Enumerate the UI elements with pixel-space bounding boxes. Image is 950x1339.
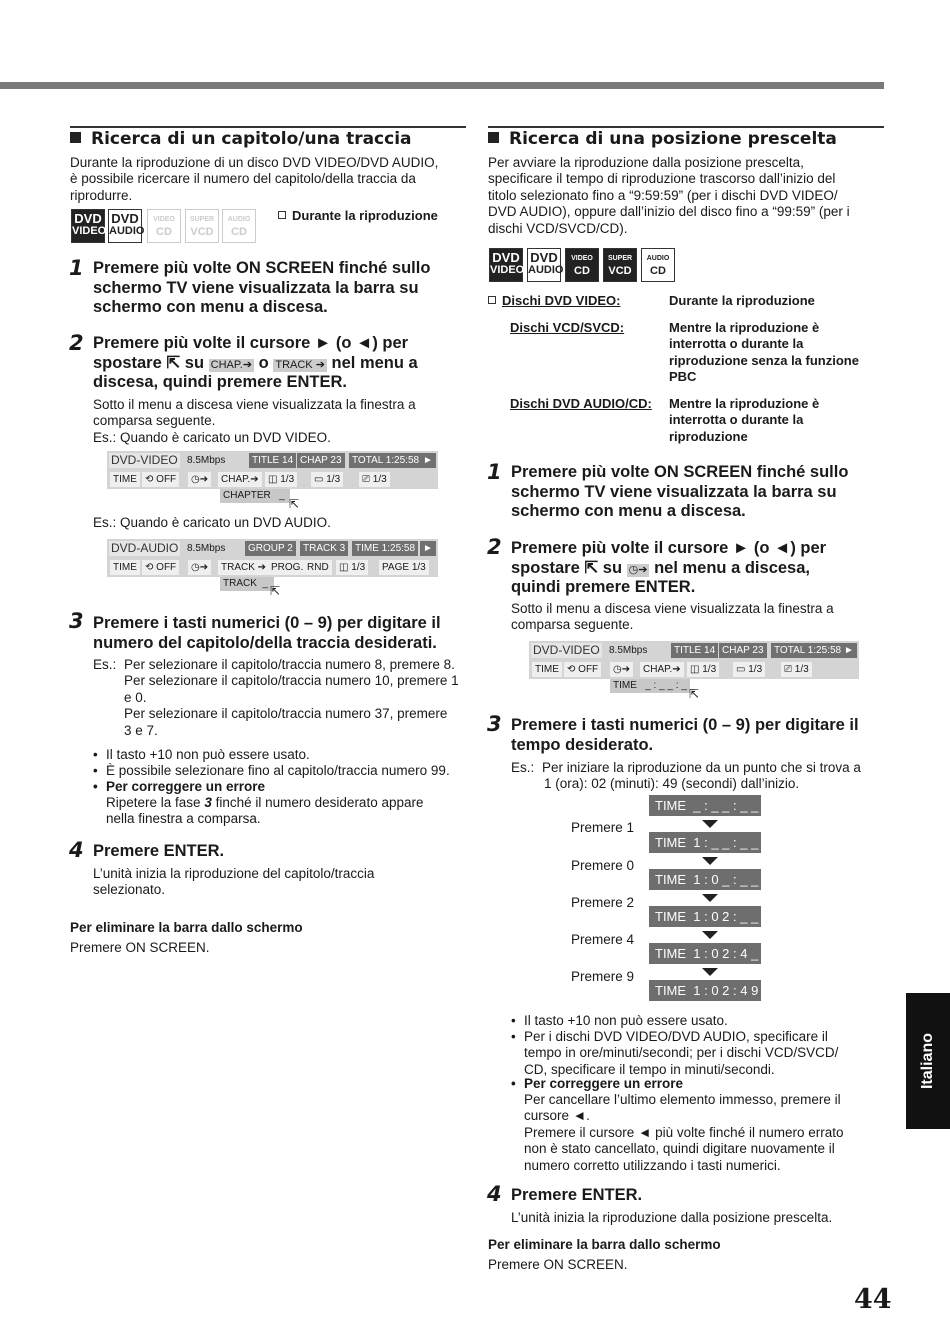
- section-title-position-search: Ricerca di una posizione prescelta: [488, 126, 884, 151]
- chapter-menu-key: CHAP.➔: [210, 358, 253, 371]
- play-icon: ►: [420, 541, 436, 556]
- osd-clock-icon: ◷➔: [610, 662, 633, 677]
- track-menu-key: TRACK ➔: [275, 358, 325, 371]
- osd-total-time: TOTAL 1:25:58: [771, 643, 844, 658]
- osd-disc-type: DVD-AUDIO: [111, 541, 179, 555]
- pointer-icon: ⇱: [584, 558, 599, 577]
- osd-subtitle-icon: ▭ 1/3: [733, 662, 765, 677]
- osd-group: GROUP 2: [245, 541, 296, 556]
- time-box: TIME 1 : 0 2 : _ _: [649, 906, 761, 927]
- osd-repeat: ⟲ OFF: [142, 560, 179, 575]
- step-number: 4: [487, 1182, 502, 1206]
- step-number: 3: [69, 609, 84, 633]
- osd-title: TITLE 14: [671, 643, 718, 658]
- audio-cd-logo: AUDIO CD: [641, 248, 675, 282]
- remove-bar-title: Per eliminare la barra dallo schermo: [488, 1237, 721, 1252]
- osd-time-button: TIME: [110, 472, 140, 487]
- osd-chapter: CHAP 23: [719, 643, 767, 658]
- remove-bar-title: Per eliminare la barra dallo schermo: [70, 920, 303, 935]
- time-box: TIME _ : _ _ : _ _: [649, 795, 761, 816]
- bullet-text: Il tasto +10 non può essere usato.: [524, 1013, 728, 1028]
- top-rule: [0, 82, 884, 89]
- step-2-left: Premere più volte il cursore ► (o ◄) per spostare ⇱ su CHAP.➔ o TRACK ➔ nel menu a discesa, quindi premere ENTER.: [93, 334, 418, 391]
- super-vcd-logo: SUPER VCD: [603, 248, 637, 282]
- condition-dvd-audio-text: Mentre la riproduzione è interrotta o durante la riproduzione: [669, 396, 820, 444]
- remove-bar-text: Premere ON SCREEN.: [70, 940, 210, 955]
- play-icon: ►: [420, 453, 436, 468]
- section-title-chapter-search: Ricerca di un capitolo/una traccia: [70, 126, 466, 151]
- step-number: 2: [69, 331, 84, 355]
- error-title: Per correggere un errore: [524, 1076, 684, 1091]
- error-text: Per cancellare l’ultimo elemento immesso, premere il cursore ◄. Premere il cursore ◄ più volte finché il numero errato non è stato cancellato, quindi digitare nuovamente il numero corretto utilizzando i tasti numerici.: [524, 1092, 844, 1173]
- remove-bar-text: Premere ON SCREEN.: [488, 1257, 628, 1272]
- osd-random: RND: [304, 560, 332, 575]
- time-box: TIME 1 : 0 _ : _ _: [649, 869, 761, 890]
- osd-bitrate: 8.5Mbps: [187, 455, 226, 466]
- step-2-description: Sotto il menu a discesa viene visualizzata la finestra a comparsa seguente. Es.: Quando è caricato un DVD VIDEO.: [93, 397, 416, 445]
- down-arrow-icon: [702, 894, 718, 902]
- osd-track: TRACK 3: [300, 541, 348, 556]
- press-label: Premere 9: [571, 969, 635, 984]
- condition-dvd-audio-label: Dischi DVD AUDIO/CD:: [510, 396, 652, 411]
- condition-vcd-label: Dischi VCD/SVCD:: [510, 320, 625, 335]
- bullet-icon: •: [93, 763, 98, 778]
- time-box: TIME 1 : 0 2 : 4 _: [649, 943, 761, 964]
- osd-audio-icon: ◫ 1/3: [265, 472, 297, 487]
- step-number: 4: [69, 838, 84, 862]
- step-1-right: Premere più volte ON SCREEN finché sullo schermo TV viene visualizzata la barra su schermo con menu a discesa.: [511, 463, 849, 520]
- step-4-description: L’unità inizia la riproduzione dalla posizione prescelta.: [511, 1210, 833, 1225]
- osd-clock-icon: ◷➔: [188, 560, 211, 575]
- step-4-description: L’unità inizia la riproduzione del capitolo/traccia selezionato.: [93, 866, 375, 898]
- osd-subtitle-icon: ▭ 1/3: [311, 472, 343, 487]
- checkbox-icon: [278, 211, 286, 219]
- dvd-audio-logo: DVD AUDIO: [527, 248, 561, 282]
- time-popup: TIME _ : _ _ : _ _: [610, 679, 690, 693]
- dvd-video-logo: DVD VIDEO: [71, 209, 105, 243]
- osd-chapter-button: CHAP.➔: [218, 472, 262, 487]
- osd-repeat: ⟲ OFF: [142, 472, 179, 487]
- bullet-icon: •: [511, 1029, 516, 1044]
- pointer-icon: ⇱: [289, 497, 300, 511]
- press-label: Premere 0: [571, 858, 635, 873]
- osd-audio-icon: ◫ 1/3: [336, 560, 368, 575]
- step-number: 3: [487, 712, 502, 736]
- bullet-icon: •: [93, 779, 98, 794]
- super-vcd-logo: SUPER VCD: [185, 209, 219, 243]
- time-box: TIME 1 : _ _ : _ _: [649, 832, 761, 853]
- step-number: 1: [487, 460, 502, 484]
- osd-time-total: TIME 1:25:58: [352, 541, 418, 556]
- step-number: 2: [487, 535, 502, 559]
- chapter-popup: CHAPTER _: [220, 489, 290, 503]
- video-cd-logo: VIDEO CD: [565, 248, 599, 282]
- bullet-icon: •: [93, 747, 98, 762]
- bullet-text: Il tasto +10 non può essere usato.: [106, 747, 310, 762]
- time-menu-key: ◷➔: [628, 563, 648, 576]
- condition-dvd-video-text: Durante la riproduzione: [669, 293, 815, 308]
- osd-angle-icon: ⎚ 1/3: [781, 662, 812, 677]
- time-box: TIME 1 : 0 2 : 4 9: [649, 980, 761, 1001]
- language-tab: Italiano: [906, 993, 950, 1129]
- osd-time-button: TIME: [110, 560, 140, 575]
- intro-paragraph: Per avviare la riproduzione dalla posizione prescelta, specificare il tempo di riproduzione trascorso dall’inizio del titolo selezionato fino a “9:59:59” (per i dischi DVD VIDEO/ DVD AUDIO), oppure dall’inizio del disco fino a “99:59” (per i dischi VCD/SVCD/CD).: [488, 155, 850, 236]
- osd-audio-icon: ◫ 1/3: [687, 662, 719, 677]
- osd-bitrate: 8.5Mbps: [187, 543, 226, 554]
- osd-total-time: TOTAL 1:25:58: [349, 453, 422, 468]
- error-title: Per correggere un errore: [106, 779, 266, 794]
- step-3-examples: Per selezionare il capitolo/traccia numero 8, premere 8. Per selezionare il capitolo/traccia numero 10, premere 1 e 0. Per selezionare il capitolo/traccia numero 37, premere 3 e 7.: [124, 657, 459, 738]
- play-icon: ►: [841, 643, 857, 658]
- pointer-icon: ⇱: [166, 353, 181, 372]
- example-dvd-audio: Es.: Quando è caricato un DVD AUDIO.: [93, 515, 331, 530]
- osd-clock-icon: ◷➔: [188, 472, 211, 487]
- press-label: Premere 4: [571, 932, 635, 947]
- square-bullet-icon: [70, 132, 81, 143]
- step-2-right: Premere più volte il cursore ► (o ◄) per spostare ⇱ su ◷➔ nel menu a discesa, quindi premere ENTER.: [511, 539, 827, 596]
- audio-cd-logo: AUDIO CD: [222, 209, 256, 243]
- step-number: 1: [69, 256, 84, 280]
- step-2-description: Sotto il menu a discesa viene visualizzata la finestra a comparsa seguente.: [511, 601, 834, 633]
- osd-track-button: TRACK ➔: [218, 560, 269, 575]
- dvd-video-logo: DVD VIDEO: [489, 248, 523, 282]
- step-3-left: Premere i tasti numerici (0 – 9) per digitare il numero del capitolo/della traccia desiderati.: [93, 614, 441, 652]
- osd-bitrate: 8.5Mbps: [609, 645, 648, 656]
- step-4-left: Premere ENTER.: [93, 842, 225, 860]
- osd-bar-dvd-video: [107, 451, 438, 489]
- osd-chapter: CHAP 23: [297, 453, 345, 468]
- osd-chapter-button: CHAP.➔: [640, 662, 684, 677]
- osd-disc-type: DVD-VIDEO: [111, 453, 178, 467]
- step-3-right: Premere i tasti numerici (0 – 9) per digitare il tempo desiderato.: [511, 716, 859, 754]
- osd-bar-dvd-audio: [107, 539, 438, 577]
- error-text: Ripetere la fase 3 finché il numero desiderato appare nella finestra a comparsa.: [106, 795, 424, 827]
- step-1-left: Premere più volte ON SCREEN finché sullo schermo TV viene visualizzata la barra su schermo con menu a discesa.: [93, 259, 431, 316]
- step-3-example-right: Per iniziare la riproduzione da un punto che si trova a 1 (ora): 02 (minuti): 49 (secondi) dall’inizio.: [542, 760, 861, 792]
- down-arrow-icon: [702, 931, 718, 939]
- bullet-text: È possibile selezionare fino al capitolo/traccia numero 99.: [106, 763, 450, 778]
- bullet-icon: •: [511, 1013, 516, 1028]
- step-4-right: Premere ENTER.: [511, 1186, 643, 1204]
- osd-angle-icon: ⎚ 1/3: [359, 472, 390, 487]
- osd-page: PAGE 1/3: [379, 560, 429, 575]
- condition-vcd-text: Mentre la riproduzione è interrotta o durante la riproduzione senza la funzione PBC: [669, 320, 859, 385]
- press-label: Premere 1: [571, 820, 635, 835]
- bullet-text: Per i dischi DVD VIDEO/DVD AUDIO, specificare il tempo in ore/minuti/secondi; per i dischi VCD/SVCD/ CD, specificare il tempo in minuti/secondi.: [524, 1029, 839, 1077]
- pointer-icon: ⇱: [689, 687, 700, 701]
- during-playback-note: Durante la riproduzione: [278, 208, 438, 224]
- step-3-es-label: Es.:: [93, 657, 117, 672]
- dvd-audio-logo: DVD AUDIO: [108, 209, 142, 243]
- down-arrow-icon: [702, 968, 718, 976]
- pointer-icon: ⇱: [270, 584, 281, 598]
- video-cd-logo: VIDEO CD: [147, 209, 181, 243]
- osd-program: PROG.: [268, 560, 306, 575]
- osd-disc-type: DVD-VIDEO: [533, 643, 600, 657]
- step-3-es-label: Es.:: [511, 760, 535, 775]
- press-label: Premere 2: [571, 895, 635, 910]
- osd-title: TITLE 14: [249, 453, 296, 468]
- condition-dvd-video-label: Dischi DVD VIDEO:: [488, 293, 620, 309]
- bullet-icon: •: [511, 1076, 516, 1091]
- page-number: 44: [854, 1284, 892, 1315]
- down-arrow-icon: [702, 857, 718, 865]
- osd-time-button: TIME: [532, 662, 562, 677]
- osd-repeat: ⟲ OFF: [564, 662, 601, 677]
- track-popup: TRACK _: [220, 577, 274, 591]
- square-bullet-icon: [488, 132, 499, 143]
- down-arrow-icon: [702, 820, 718, 828]
- checkbox-icon: [488, 296, 496, 304]
- intro-paragraph: Durante la riproduzione di un disco DVD VIDEO/DVD AUDIO, è possibile ricercare il numero del capitolo/della traccia da riprodurre.: [70, 155, 439, 203]
- osd-bar-dvd-video-2: [529, 641, 859, 679]
